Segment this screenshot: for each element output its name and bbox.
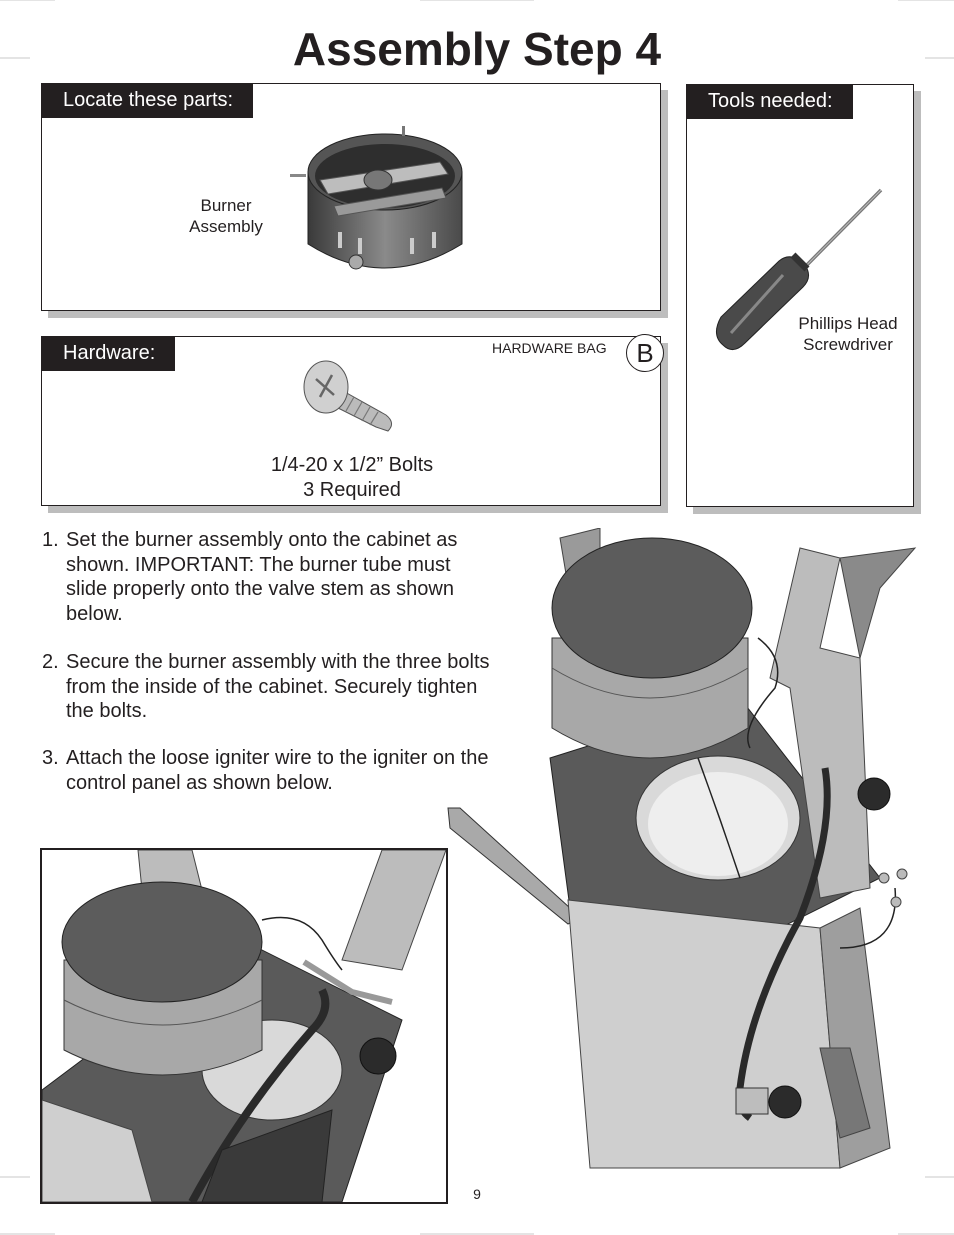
hardware-tab: Hardware: — [42, 337, 175, 371]
burner-assembly-label: Burner Assembly — [189, 196, 263, 236]
detail-inset — [40, 848, 448, 1204]
hardware-bag-letter-badge: B — [626, 334, 664, 372]
parts-panel — [41, 83, 661, 311]
instructions: 1. Set the burner assembly onto the cabinet as shown. IMPORTANT: The burner tube must slide properly onto the valve stem as shown below. 2. Secure the burner assembly with the three bolts from the inside of the cabinet. Securely tighten the bolts. 3. Attach the loose igniter wire to the igniter on the control panel as shown below. — [42, 529, 490, 794]
hardware-bag-label: HARDWARE BAG — [492, 340, 607, 356]
page-title: Assembly Step 4 — [292, 23, 662, 75]
cabinet-assembly-illustration — [440, 528, 920, 1178]
tools-tab: Tools needed: — [687, 85, 853, 119]
hardware-panel — [41, 336, 661, 506]
valve-stem-detail-illustration — [42, 850, 446, 1202]
bolt-icon — [302, 357, 402, 437]
bolt-label: 1/4-20 x 1/2” Bolts 3 Required — [270, 454, 434, 501]
screwdriver-label: Phillips Head Screwdriver — [798, 314, 898, 354]
burner-assembly-illustration — [290, 122, 478, 286]
parts-tab: Locate these parts: — [42, 84, 253, 118]
tools-panel — [686, 84, 914, 507]
page-number: 9 — [473, 1186, 481, 1202]
